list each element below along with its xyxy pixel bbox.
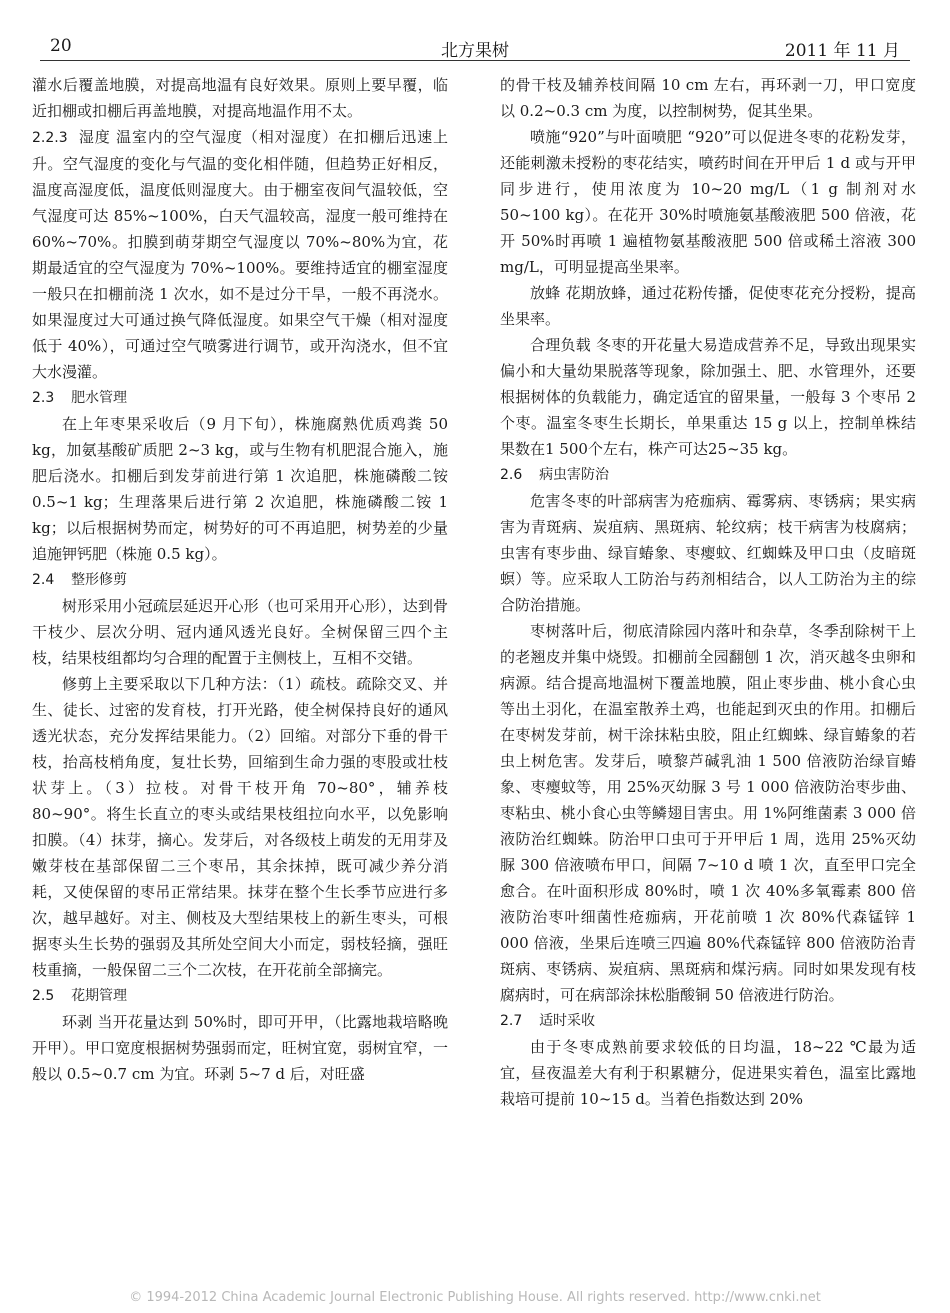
page-header (40, 30, 910, 61)
paragraph: 放蜂 花期放蜂，通过花粉传播，促使枣花充分授粉，提高坐果率。 (500, 284, 916, 328)
section-2-2-3 (32, 124, 448, 385)
section-number: 2.5 (32, 988, 55, 1004)
paragraph: 灌水后覆盖地膜，对提高地温有良好效果。原则上要早覆，临近扣棚或扣棚后再盖地膜，对提高地温作用不太。 (32, 76, 448, 120)
paragraph: 喷施“920”与叶面喷肥 “920”可以促进冬枣的花粉发芽，还能刺激未授粉的枣花结实，喷药时间在开甲后 1 d 或与开甲同步进行，使用浓度为 10~20 mg/L（1 g 制剂对水 50~100 kg）。在花开 30%时喷施氨基酸液肥 500 倍液，花开 50%时再喷 1 遍植物氨基酸液肥 500 倍或稀土溶液 300 mg/L，可明显提高坐果率。 (500, 128, 916, 276)
right-column (500, 72, 916, 1112)
paragraph: 环剥 当开花量达到 50%时，即可开甲，（比露地栽培略晚开甲）。甲口宽度根据树势强弱而定，旺树宜宽，弱树宜窄，一般以 0.5~0.7 cm 为宜。环剥 5~7 d 后，对旺盛 (32, 1013, 448, 1083)
section-number: 2.4 (32, 572, 55, 588)
section-heading (500, 1008, 916, 1034)
section-title: 肥水管理 (71, 390, 128, 406)
section-number: 2.6 (500, 467, 523, 483)
section-heading (500, 462, 916, 488)
paragraph: 合理负载 冬枣的开花量大易造成营养不足，导致出现果实偏小和大量幼果脱落等现象，除加强土、肥、水管理外，还要根据树体的负载能力，确定适宜的留果量，一般每 3 个枣吊 2 个枣。温室冬枣生长期长，单果重达 15 g 以上，控制单株结果数在1 500个左右，株产可达25~35 kg。 (500, 336, 916, 458)
section-title: 整形修剪 (71, 572, 128, 588)
section-heading (32, 567, 448, 593)
paragraph: 由于冬枣成熟前要求较低的日均温，18~22 ℃最为适宜，昼夜温差大有利于积累糖分，促进果实着色，温室比露地栽培可提前 10~15 d。当着色指数达到 20% (500, 1038, 916, 1108)
section-number: 2.7 (500, 1013, 523, 1029)
section-number: 2.2.3 (32, 130, 68, 146)
section-title: 适时采收 (539, 1013, 596, 1029)
paragraph: 树形采用小冠疏层延迟开心形（也可采用开心形），达到骨干枝少、层次分明、冠内通风透光良好。全树保留三四个主枝，结果枝组都均匀合理的配置于主侧枝上，互相不交错。 (32, 597, 448, 667)
section-title: 病虫害防治 (539, 467, 610, 483)
left-column (32, 72, 448, 1087)
copyright-footer: © 1994-2012 China Academic Journal Electronic Publishing House. All rights reserved. http://www.cnki.net (129, 1290, 821, 1305)
section-heading (32, 385, 448, 411)
paragraph: 的骨干枝及辅养枝间隔 10 cm 左右，再环剥一刀，甲口宽度以 0.2~0.3 cm 为度，以控制树势，促其坐果。 (500, 76, 916, 120)
paragraph: 危害冬枣的叶部病害为疮痂病、霉雾病、枣锈病；果实病害为青斑病、炭疽病、黑斑病、轮纹病；枝干病害为枝腐病；虫害有枣步曲、绿盲蝽象、枣瘿蚊、红蜘蛛及甲口虫（皮暗斑螟）等。应采取人工防治与药剂相结合，以人工防治为主的综合防治措施。 (500, 492, 916, 614)
issue-date: 2011 年 11 月 (784, 41, 900, 61)
journal-title: 北方果树 (441, 41, 509, 61)
paragraph: 枣树落叶后，彻底清除园内落叶和杂草，冬季刮除树干上的老翘皮并集中烧毁。扣棚前全园翻刨 1 次，消灭越冬虫卵和病源。结合提高地温树下覆盖地膜，阻止枣步曲、桃小食心虫等出土羽化，在温室散养土鸡，也能起到灭虫的作用。扣棚后在枣树发芽前，树干涂抹粘虫胶，阻止红蜘蛛、绿盲蝽象的若虫上树危害。发芽后，喷黎芦碱乳油 1 500 倍液防治绿盲蝽象、枣瘿蚊等，用 25%灭幼脲 3 号 1 000 倍液防治枣步曲、枣粘虫、桃小食心虫等鳞翅目害虫。用 1%阿维菌素 3 000 倍液防治红蜘蛛。防治甲口虫可于开甲后 1 周，选用 25%灭幼脲 300 倍液喷布甲口，间隔 7~10 d 喷 1 次，直至甲口完全愈合。在叶面积形成 80%时，喷 1 次 40%多氧霉素 800 倍液防治枣叶细菌性疮痂病，开花前喷 1 次 80%代森锰锌 1 000 倍液，坐果后连喷三四遍 80%代森锰锌 800 倍液防治青斑病、枣锈病、炭疽病、黑斑病和煤污病。同时如果发现有枝腐病时，可在病部涂抹松脂酸铜 50 倍液进行防治。 (500, 622, 916, 1004)
section-heading (32, 983, 448, 1009)
paragraph: 修剪上主要采取以下几种方法：（1）疏枝。疏除交叉、并生、徒长、过密的发育枝，打开光路，使全树保持良好的通风透光状态，充分发挥结果能力。（2）回缩。对部分下垂的骨干枝，抬高枝梢角度，复壮长势，回缩到生命力强的枣股或壮枝状芽上。（3）拉枝。对骨干枝开角 70~80°，辅养枝 80~90°。将生长直立的枣头或结果枝组拉向水平，以免影响扣膜。（4）抹芽，摘心。发芽后，对各级枝上萌发的无用芽及嫩芽枝在基部保留二三个枣吊，其余抹掉，既可减少养分消耗，又使保留的枣吊正常结果。抹芽在整个生长季节应进行多次，越早越好。对主、侧枝及大型结果枝上的新生枣头，可根据枣头生长势的强弱及其所处空间大小而定，弱枝轻摘，强旺枝重摘，一般保留二三个二次枝，在开花前全部摘完。 (32, 675, 448, 979)
section-number: 2.3 (32, 390, 55, 406)
paragraph: 在上年枣果采收后（9 月下旬），株施腐熟优质鸡粪 50 kg，加氨基酸矿质肥 2~3 kg，或与生物有机肥混合施入，施肥后浇水。扣棚后到发芽前进行第 1 次追肥，株施磷酸二铵 0.5~1 kg；生理落果后进行第 2 次追肥，株施磷酸二铵 1 kg；以后根据树势而定，树势好的可不再追肥，树势差的少量追施钾钙肥（株施 0.5 kg）。 (32, 415, 448, 563)
section-title: 花期管理 (71, 988, 128, 1004)
page-number: 20 (50, 36, 72, 56)
paragraph: 湿度 温室内的空气湿度（相对湿度）在扣棚后迅速上升。空气湿度的变化与气温的变化相伴随，但趋势正好相反，温度高湿度低，温度低则湿度大。由于棚室夜间气温较低，空气湿度可达 85%~100%，白天气温较高，湿度一般可维持在 60%~70%。扣膜到萌芽期空气湿度以 70%~80%为宜，花期最适宜的空气湿度为 70%~100%。要维持适宜的棚室湿度一般只在扣棚前浇 1 次水，如不是过分干旱，一般不再浇水。如果湿度过大可通过换气降低湿度。如果空气干燥（相对湿度低于 40%），可通过空气喷雾进行调节，或开沟浇水，但不宜大水漫灌。 (32, 128, 448, 381)
